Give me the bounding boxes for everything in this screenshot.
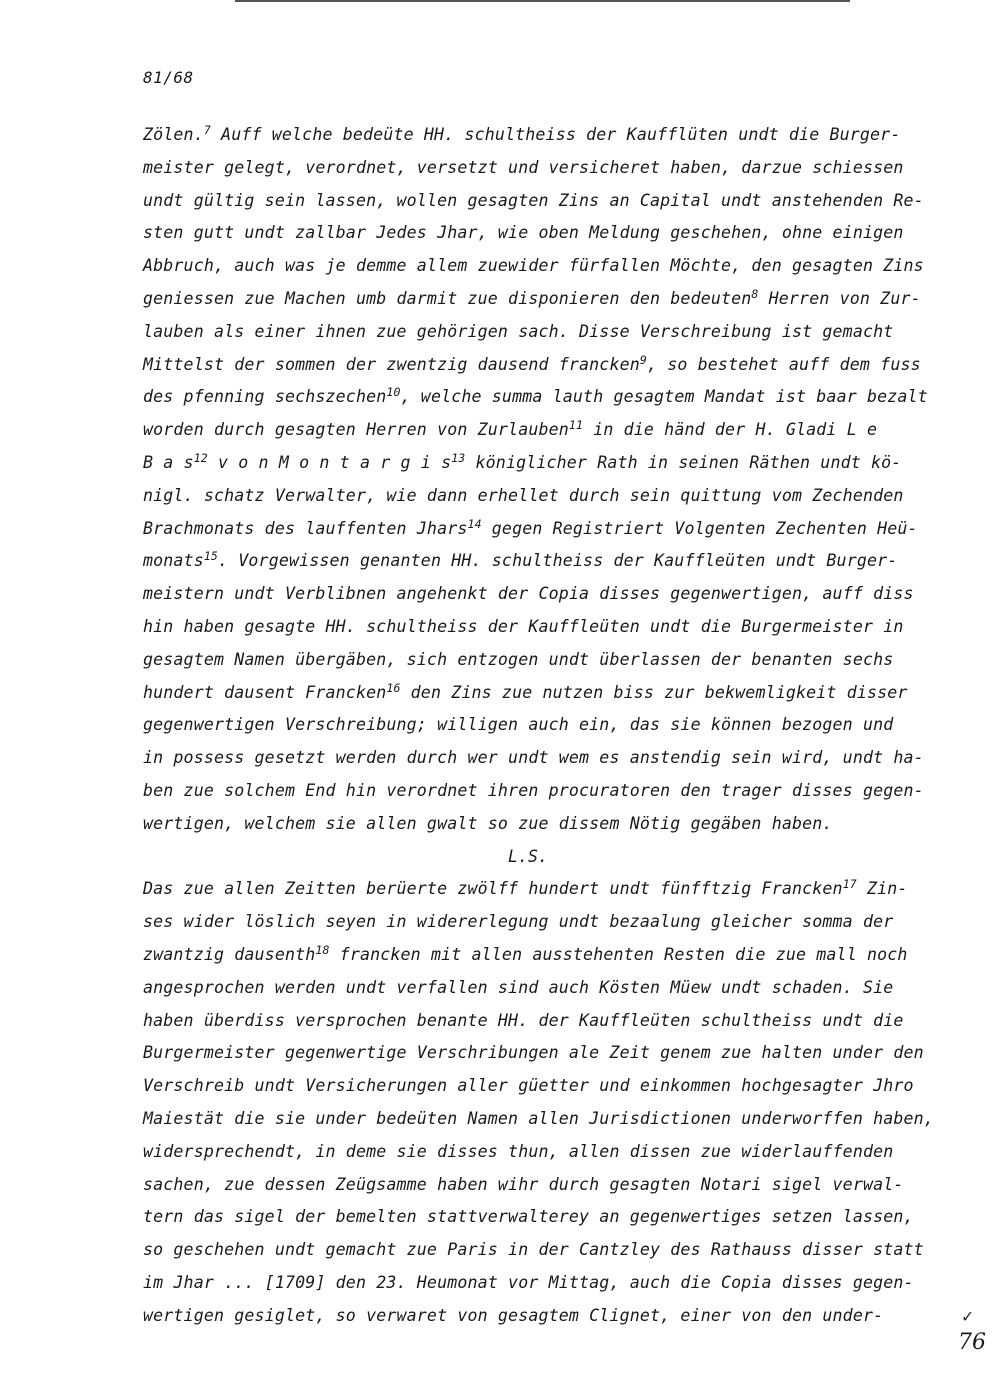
text-run: sachen, zue dessen Zeügsamme haben wihr durch gesagten Notari sigel verwal-	[143, 1174, 904, 1194]
page-number: 76	[958, 1330, 986, 1355]
text-run: des pfenning sechszechen	[143, 387, 387, 407]
footnote-marker: 17	[842, 877, 857, 892]
text-run: meister gelegt, verordnet, versetzt und versicheret haben, darzue schiessen	[143, 157, 904, 177]
text-run: gegen Registriert Volgenten Zechenten Heü-	[481, 518, 918, 538]
text-line	[143, 1032, 933, 1065]
text-line	[143, 1065, 933, 1098]
text-run: v o n M o n t a r g i s	[207, 452, 452, 472]
text-line	[143, 770, 933, 803]
text-line	[143, 376, 933, 409]
text-run: geniessen zue Machen umb darmit zue disponieren den bedeuten	[143, 288, 752, 308]
text-run: angesprochen werden undt verfallen sind auch Kösten Müew undt schaden. Sie	[143, 977, 894, 997]
text-line	[143, 934, 933, 967]
text-line	[143, 180, 933, 213]
text-run: Das zue allen Zeitten berüerte zwölff hundert undt fünfftzig Francken	[143, 879, 843, 899]
text-line	[143, 1229, 933, 1262]
text-line	[143, 442, 933, 475]
text-run: widersprechendt, in deme sie disses thun, allen dissen zue widerlauffenden	[143, 1141, 894, 1161]
text-run: zwantzig dausenth	[143, 944, 316, 964]
text-line	[143, 1000, 933, 1033]
text-run: Brachmonats des lauffenten Jhars	[143, 518, 468, 538]
text-run: monats	[143, 551, 204, 571]
text-line	[143, 409, 933, 442]
text-line	[143, 573, 933, 606]
text-line	[143, 639, 933, 672]
text-run: . Vorgewissen genanten HH. schultheiss der Kauffleüten undt Burger-	[218, 551, 898, 571]
top-border-line	[235, 0, 850, 2]
text-line	[143, 1098, 933, 1131]
text-run: lauben als einer ihnen zue gehörigen sach. Disse Verschreibung ist gemacht	[143, 321, 894, 341]
footnote-marker: 10	[386, 385, 401, 400]
text-line	[143, 147, 933, 180]
text-line	[143, 1196, 933, 1229]
text-run: hundert dausent Francken	[143, 682, 387, 702]
text-run: worden durch gesagten Herren von Zurlauben	[143, 420, 569, 440]
text-line	[143, 114, 933, 147]
text-run: Herren von Zur-	[758, 288, 921, 308]
footnote-marker: 7	[203, 123, 211, 137]
text-line	[143, 344, 933, 377]
text-run: Zölen.	[143, 125, 204, 144]
footnote-marker: 12	[193, 450, 208, 465]
footnote-marker: 15	[203, 549, 218, 564]
document-body	[143, 114, 933, 1327]
text-line	[143, 1131, 933, 1164]
footnote-marker: 18	[315, 942, 330, 957]
seal-mark: L.S.	[508, 846, 548, 866]
text-run: sten gutt undt zallbar Jedes Jhar, wie oben Meldung geschehen, ohne einigen	[143, 223, 904, 243]
text-run: in die händ der H. Gladi L e	[583, 420, 878, 440]
text-line	[143, 311, 933, 344]
footnote-marker: 8	[751, 286, 759, 301]
footnote-marker: 14	[467, 516, 482, 531]
text-line	[143, 212, 933, 245]
text-run: so geschehen undt gemacht zue Paris in der Cantzley des Rathauss disser statt	[143, 1240, 924, 1260]
text-line	[143, 1295, 933, 1328]
footnote-marker: 13	[451, 450, 466, 465]
text-run: wertigen, welchem sie allen gwalt so zue dissem Nötig gegäben haben.	[143, 813, 833, 833]
check-mark: ✓	[962, 1306, 973, 1327]
text-run: Zin-	[856, 879, 908, 899]
text-run: , so bestehet auff dem fuss	[646, 354, 921, 374]
text-run: ben zue solchem End hin verordnet ihren procuratoren den trager disses gegen-	[143, 780, 924, 800]
text-run: hin haben gesagte HH. schultheiss der Kauffleüten undt die Burgermeister in	[143, 616, 904, 636]
text-run: nigl. schatz Verwalter, wie dann erhellet durch sein quittung vom Zechenden	[143, 485, 904, 505]
text-line	[143, 540, 933, 573]
text-line	[143, 704, 933, 737]
text-run: Abbruch, auch was je demme allem zuewider fürfallen Möchte, den gesagten Zins	[143, 256, 924, 276]
text-run: undt gültig sein lassen, wollen gesagten Zins an Capital undt anstehenden Re-	[143, 190, 924, 210]
paragraph-2	[143, 868, 933, 1327]
text-run: Auff welche bedeüte HH. schultheiss der Kaufflüten undt die Burger-	[210, 125, 901, 144]
text-run: Mittelst der sommen der zwentzig dausend francken	[143, 354, 640, 374]
text-line	[143, 672, 933, 705]
text-run: , welche summa lauth gesagtem Mandat ist baar bezalt	[400, 387, 928, 407]
text-line	[143, 1262, 933, 1295]
text-run: den Zins zue nutzen biss zur bekwemligkeit disser	[400, 682, 908, 702]
footnote-marker: 16	[386, 680, 401, 695]
text-run: königlicher Rath in seinen Räthen undt kö-	[465, 452, 902, 472]
text-line	[143, 868, 933, 901]
text-run: wertigen gesiglet, so verwaret von gesagtem Clignet, einer von den under-	[143, 1305, 884, 1325]
text-run: ses wider löslich seyen in widererlegung undt bezaalung gleicher somma der	[143, 912, 894, 932]
text-line	[143, 1164, 933, 1197]
text-line	[143, 245, 933, 278]
text-run: meistern undt Verblibnen angehenkt der Copia disses gegenwertigen, auff diss	[143, 584, 914, 604]
text-run: Burgermeister gegenwertige Verschribungen ale Zeit genem zue halten under den	[143, 1043, 924, 1063]
text-line	[143, 278, 933, 311]
text-run: gesagtem Namen übergäben, sich entzogen undt überlassen der benanten sechs	[143, 649, 894, 669]
text-line	[143, 967, 933, 1000]
text-line	[143, 475, 933, 508]
footnote-marker: 9	[639, 352, 647, 367]
text-run: francken mit allen ausstehenten Resten die zue mall noch	[329, 944, 908, 964]
text-run: haben überdiss versprochen benante HH. der Kauffleüten schultheiss undt die	[143, 1010, 904, 1030]
text-run: im Jhar ... [1709] den 23. Heumonat vor Mittag, auch die Copia disses gegen-	[143, 1272, 914, 1292]
footnote-marker: 11	[568, 418, 584, 433]
paragraph-1	[143, 114, 933, 836]
text-line	[143, 606, 933, 639]
text-line	[143, 901, 933, 934]
text-line	[143, 737, 933, 770]
text-run: in possess gesetzt werden durch wer undt wem es anstendig sein wird, undt ha-	[143, 748, 924, 768]
text-line	[143, 803, 933, 836]
text-run: B a s	[143, 452, 194, 472]
page-reference: 81/68	[143, 68, 194, 87]
text-run: Maiestät die sie under bedeüten Namen allen Jurisdictionen underworffen haben,	[143, 1108, 934, 1128]
text-run: tern das sigel der bemelten stattverwalterey an gegenwertiges setzen lassen,	[143, 1207, 914, 1227]
text-run: gegenwertigen Verschreibung; willigen auch ein, das sie können bezogen und	[143, 715, 894, 735]
text-line	[143, 508, 933, 541]
text-run: Verschreib undt Versicherungen aller güetter und einkommen hochgesagter Jhro	[143, 1076, 914, 1096]
